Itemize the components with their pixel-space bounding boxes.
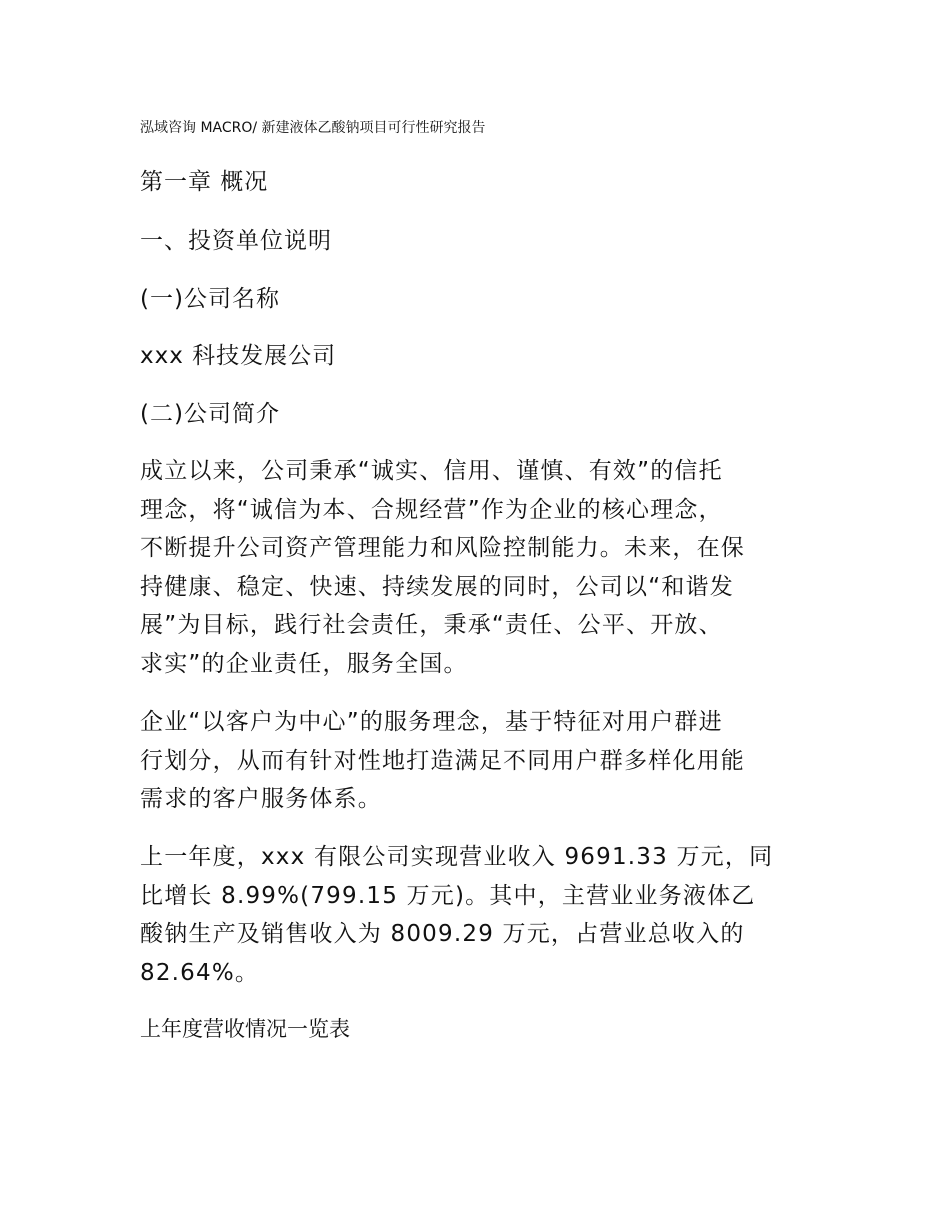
section-title: 一、投资单位说明 bbox=[140, 228, 332, 254]
paragraph-line: 82.64%。 bbox=[140, 959, 260, 986]
company-name-value: xxx 科技发展公司 bbox=[140, 343, 337, 369]
intro-paragraph-2 bbox=[140, 703, 810, 819]
paragraph-line: 持健康、稳定、快速、持续发展的同时，公司以“和谐发 bbox=[140, 573, 734, 600]
paragraph-line: 理念，将“诚信为本、合规经营”作为企业的核心理念， bbox=[140, 496, 723, 523]
paragraph-line: 比增长 8.99%(799.15 万元)。其中，主营业业务液体乙 bbox=[140, 882, 756, 909]
paragraph-line: 展”为目标，践行社会责任，秉承“责任、公平、开放、 bbox=[140, 612, 723, 638]
paragraph-line: 酸钠生产及销售收入为 8009.29 万元，占营业总收入的 bbox=[140, 921, 745, 947]
running-header: 泓域咨询 MACRO/ 新建液体乙酸钠项目可行性研究报告 bbox=[140, 120, 486, 136]
chapter-title: 第一章 概况 bbox=[140, 169, 269, 195]
intro-paragraph-1 bbox=[140, 452, 810, 683]
intro-paragraph-3 bbox=[140, 838, 810, 992]
paragraph-line: 需求的客户服务体系。 bbox=[140, 786, 382, 812]
paragraph-line: 不断提升公司资产管理能力和风险控制能力。未来，在保 bbox=[140, 535, 745, 561]
paragraph-line: 企业“以客户为中心”的服务理念，基于特征对用户群进 bbox=[140, 709, 723, 735]
paragraph-line: 上一年度，xxx 有限公司实现营业收入 9691.33 万元，同 bbox=[140, 844, 774, 870]
company-name-heading: (一)公司名称 bbox=[140, 286, 280, 312]
paragraph-line: 求实”的企业责任，服务全国。 bbox=[140, 650, 468, 677]
paragraph-line: 行划分，从而有针对性地打造满足不同用户群多样化用能 bbox=[140, 747, 745, 774]
company-intro-heading: (二)公司简介 bbox=[140, 401, 280, 427]
paragraph-line: 成立以来，公司秉承“诚实、信用、谨慎、有效”的信托 bbox=[140, 458, 723, 484]
table-caption: 上年度营收情况一览表 bbox=[140, 1017, 350, 1041]
